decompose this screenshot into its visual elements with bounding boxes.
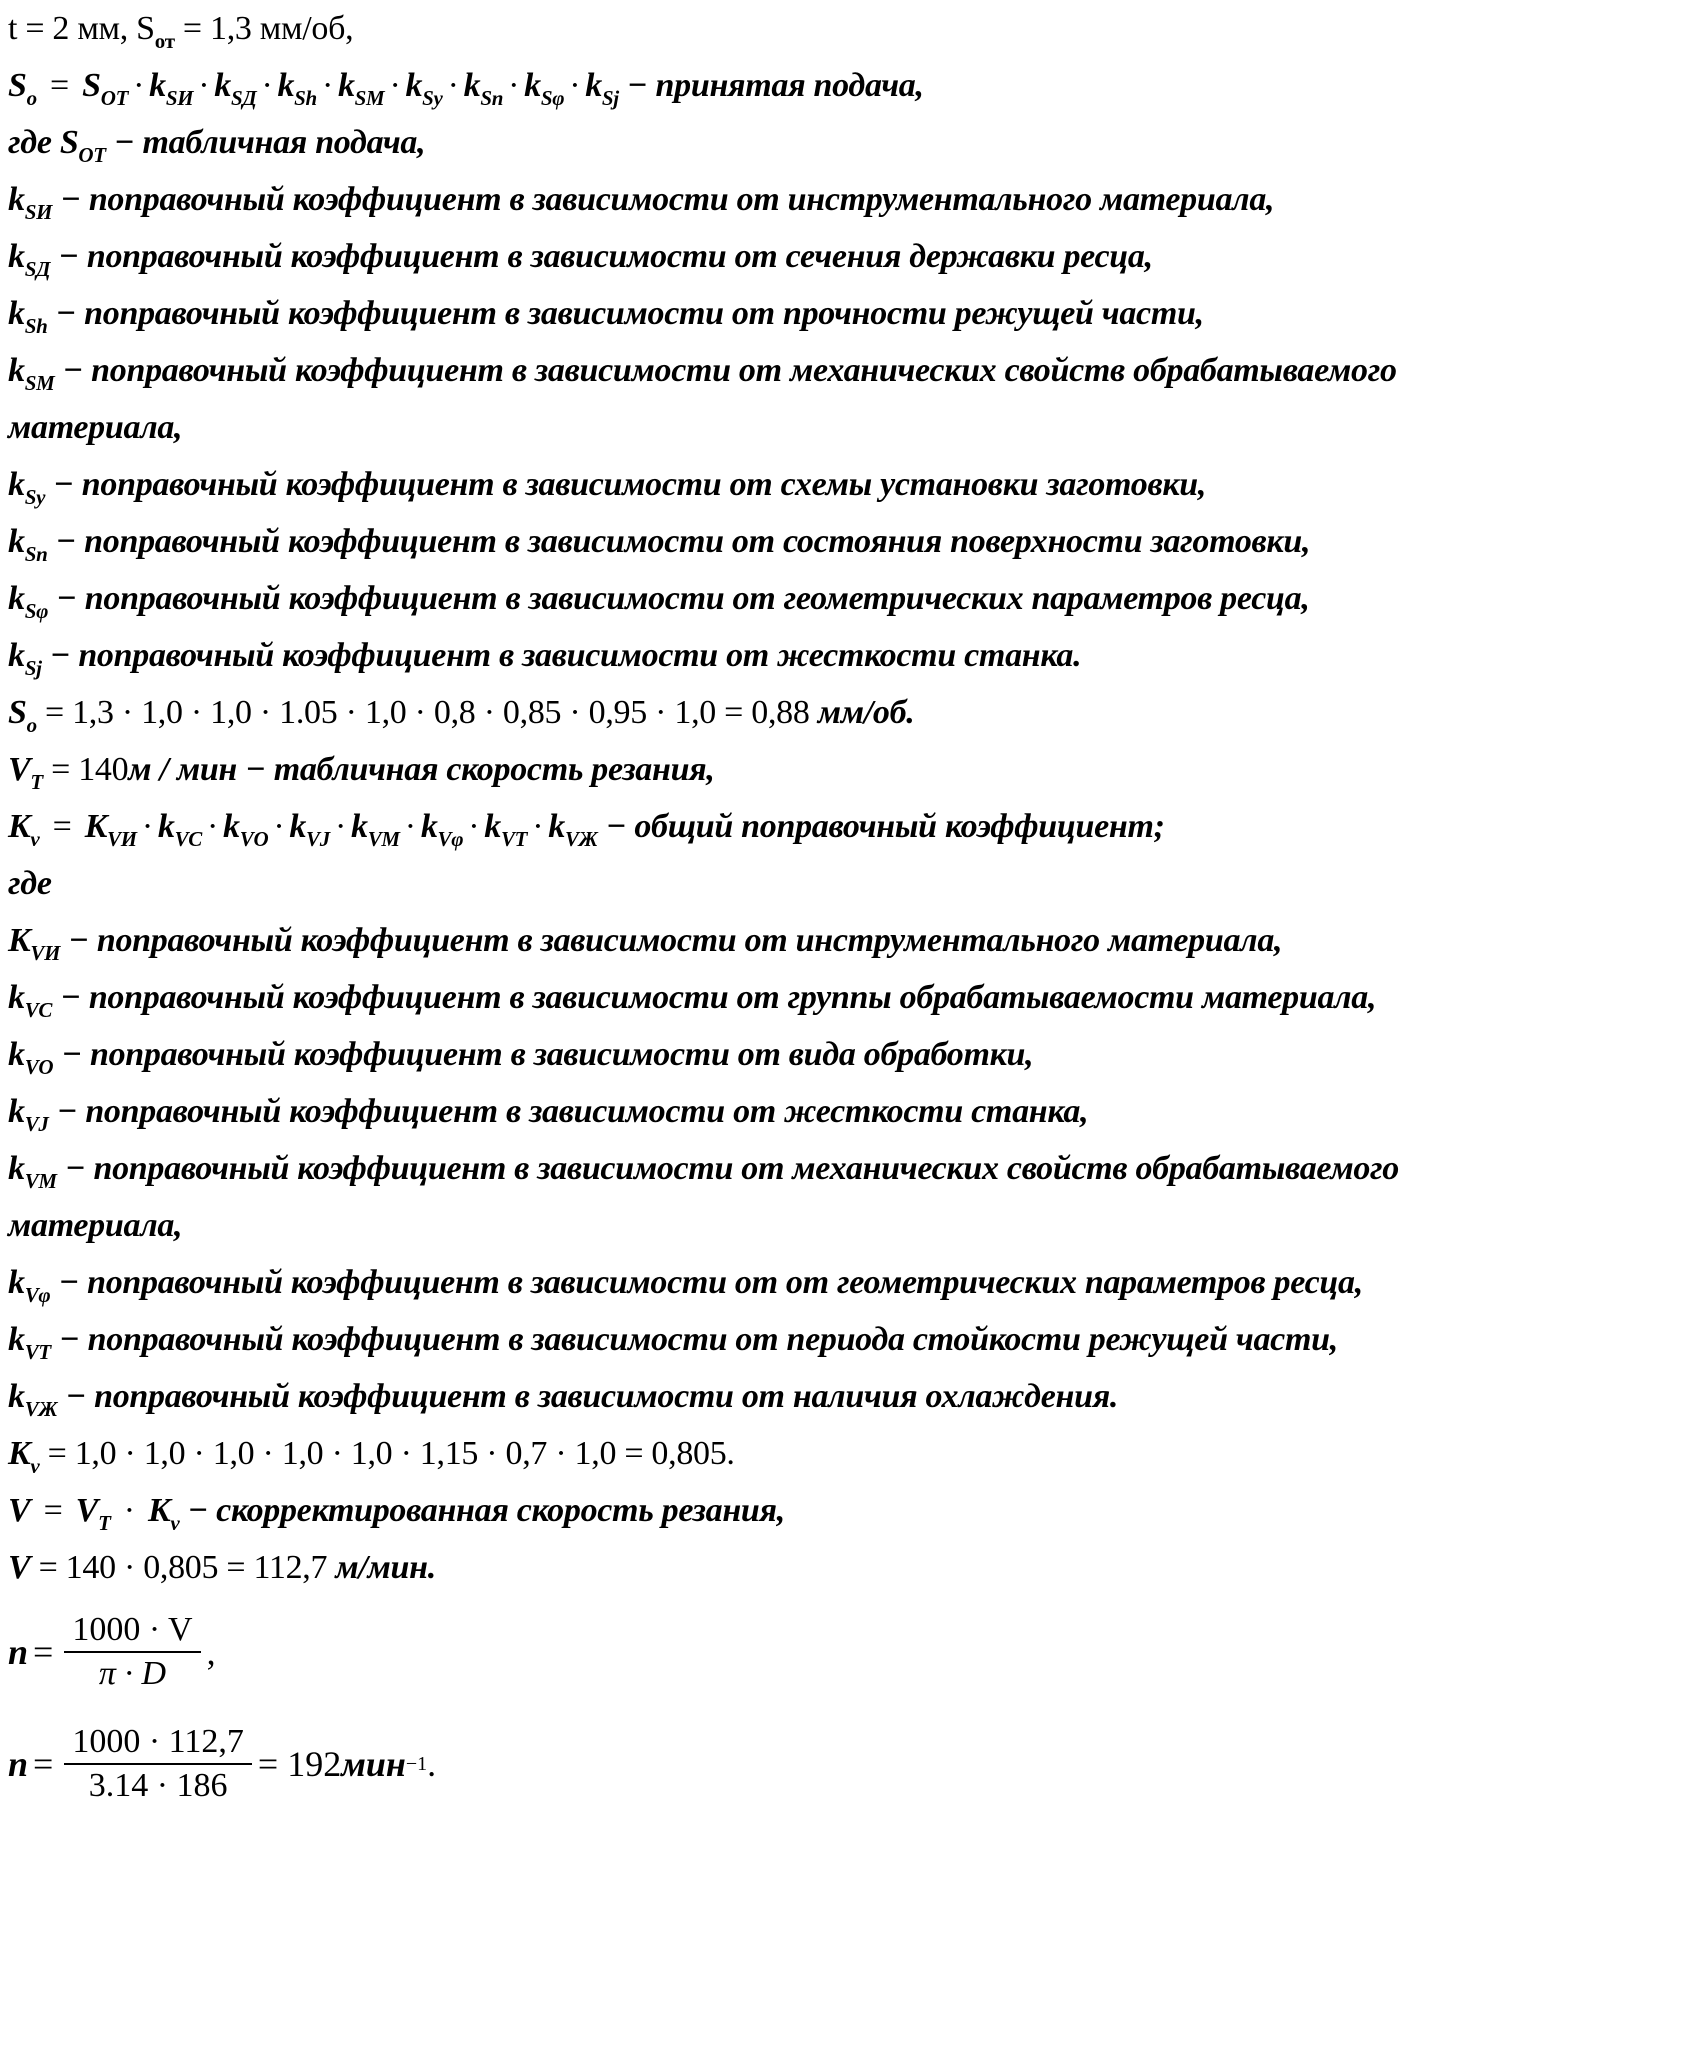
symbol: k: [8, 181, 25, 218]
denominator: π · D: [98, 1655, 167, 1692]
symbol: k: [548, 808, 565, 845]
subscript: VJ: [306, 827, 330, 851]
description: − поправочный коэффициент в зависимости от вида обработки,: [53, 1036, 1034, 1073]
symbol: K: [84, 808, 108, 845]
definition-line: [8, 171, 1688, 228]
calc-feed: [8, 684, 1688, 741]
subscript: o: [26, 713, 37, 737]
subscript: Sy: [422, 86, 443, 110]
expression: = 1,0 · 1,0 · 1,0 · 1,0 · 1,0 · 1,15 · 0,7 · 1,0 = 0,805.: [39, 1435, 735, 1472]
continuation-line: [8, 399, 1688, 456]
line-table-speed: [8, 741, 1688, 798]
description: − поправочный коэффициент в зависимости от инструментального материала,: [60, 922, 1283, 959]
subscript: VИ: [30, 941, 61, 965]
description: − поправочный коэффициент в зависимости от прочности режущей части,: [47, 295, 1204, 332]
symbol: k: [8, 1321, 25, 1358]
expression: = 140: [42, 751, 129, 788]
subscript: v: [30, 1454, 40, 1478]
symbol: k: [337, 67, 355, 104]
subscript: VM: [24, 1169, 57, 1193]
description: − поправочный коэффициент в зависимости от механических свойств обрабатываемого: [54, 352, 1397, 389]
definition-line: [8, 1254, 1688, 1311]
subscript: Vφ: [437, 827, 464, 851]
symbol: k: [8, 238, 25, 275]
line-depth-feed: [8, 0, 1688, 57]
symbol: k: [484, 808, 501, 845]
subscript: VT: [500, 827, 528, 851]
subscript: VC: [24, 998, 53, 1022]
subscript: v: [170, 1511, 180, 1535]
subscript: Sy: [24, 485, 46, 509]
document-page: [8, 0, 1688, 1820]
subscript: Vφ: [24, 1283, 51, 1307]
text: материала,: [8, 409, 183, 446]
symbol: S: [8, 67, 27, 104]
equals: =: [33, 1632, 54, 1672]
expression: = 1,3 · 1,0 · 1,0 · 1.05 · 1,0 · 0,8 · 0,85 · 0,95 · 1,0 = 0,88: [36, 694, 818, 731]
subscript: VM: [367, 827, 400, 851]
definition-line: [8, 342, 1688, 399]
symbol: V: [8, 751, 31, 788]
symbol: k: [214, 67, 231, 104]
formula-corrected-speed: [8, 1482, 1688, 1539]
line-table-feed: [8, 114, 1688, 171]
subscript: SД: [24, 257, 51, 281]
equals: =: [41, 67, 78, 104]
description: − общий поправочный коэффициент;: [597, 808, 1165, 845]
symbol: n: [8, 1744, 29, 1784]
definition-line: [8, 627, 1688, 684]
symbol: V: [8, 1549, 31, 1586]
subscript: Sn: [480, 86, 504, 110]
symbol: k: [8, 1264, 25, 1301]
equals: =: [44, 808, 80, 845]
symbol: n: [8, 1632, 29, 1672]
definition-line: [8, 1026, 1688, 1083]
subscript: VЖ: [564, 827, 598, 851]
description: − скорректированная скорость резания,: [179, 1492, 785, 1529]
description: − поправочный коэффициент в зависимости от схемы установки заготовки,: [45, 466, 1207, 503]
definition-line: [8, 456, 1688, 513]
symbol: k: [277, 67, 295, 104]
symbol: S: [8, 694, 27, 731]
subscript: Sj: [601, 86, 619, 110]
definition-line: [8, 969, 1688, 1026]
superscript: −1: [405, 1752, 428, 1775]
fraction: [64, 1723, 252, 1805]
subscript: SИ: [165, 86, 194, 110]
calc-speed-coefficient: [8, 1425, 1688, 1482]
symbol: k: [8, 1150, 25, 1187]
subscript: SM: [24, 371, 55, 395]
symbol: K: [8, 808, 31, 845]
definition-line: [8, 228, 1688, 285]
symbol: k: [157, 808, 175, 845]
description: − поправочный коэффициент в зависимости от периода стойкости режущей части,: [50, 1321, 1338, 1358]
equals: =: [33, 1744, 54, 1784]
subscript: T: [30, 770, 43, 794]
description: − поправочный коэффициент в зависимости от жесткости станка,: [48, 1093, 1089, 1130]
continuation-line: [8, 1197, 1688, 1254]
unit: мин: [341, 1744, 406, 1784]
description: − поправочный коэффициент в зависимости от инструментального материала,: [52, 181, 1275, 218]
symbol: k: [351, 808, 368, 845]
description: − поправочный коэффициент в зависимости от состояния поверхности заготовки,: [47, 523, 1311, 560]
subscript: ОТ: [100, 86, 129, 110]
definition-line: [8, 912, 1688, 969]
numerator: 1000 · 112,7: [64, 1723, 252, 1765]
definition-line: [8, 513, 1688, 570]
subscript: от: [154, 29, 175, 53]
symbol: k: [149, 67, 166, 104]
subscript: VИ: [107, 827, 137, 851]
text: материала,: [8, 1207, 183, 1244]
definition-line: [8, 1140, 1688, 1197]
fraction: [64, 1611, 200, 1693]
symbol: k: [405, 67, 423, 104]
description: − табличная подача,: [105, 124, 426, 161]
symbol: k: [8, 637, 25, 674]
symbol: k: [8, 979, 25, 1016]
symbol: k: [585, 67, 602, 104]
unit: мм/об.: [817, 694, 915, 731]
subscript: VJ: [24, 1112, 49, 1136]
text: где: [8, 865, 52, 902]
symbol: k: [8, 580, 25, 617]
symbol: k: [8, 466, 25, 503]
symbol: k: [8, 352, 25, 389]
subscript: VЖ: [24, 1397, 58, 1421]
definition-line: [8, 285, 1688, 342]
continuation-line: [8, 855, 1688, 912]
unit: м/мин.: [335, 1549, 436, 1586]
description: − поправочный коэффициент в зависимости от механических свойств обрабатываемого: [56, 1150, 1399, 1187]
subscript: VT: [24, 1340, 51, 1364]
symbol: k: [8, 1093, 25, 1130]
punctuation: .: [427, 1744, 437, 1784]
symbol: V: [8, 1492, 31, 1529]
denominator: 3.14 · 186: [88, 1767, 228, 1804]
description: − поправочный коэффициент в зависимости от от геометрических параметров ресца,: [50, 1264, 1363, 1301]
calc-rpm: [8, 1708, 1688, 1820]
subscript: Sφ: [540, 86, 565, 110]
punctuation: ,: [206, 1632, 216, 1672]
dot: ·: [115, 1492, 144, 1529]
subscript: Sφ: [24, 599, 49, 623]
subscript: Sj: [24, 656, 42, 680]
description: − поправочный коэффициент в зависимости от наличия охлаждения.: [57, 1378, 1119, 1415]
description: м / мин − табличная скорость резания,: [128, 751, 715, 788]
symbol: K: [148, 1492, 171, 1529]
symbol: k: [289, 808, 307, 845]
description: − принятая подача,: [618, 67, 924, 104]
symbol: k: [8, 295, 25, 332]
symbol: V: [75, 1492, 99, 1529]
formula-speed-coefficient: $K_v = K_{VИ} \cdot k_{VC} \cdot k_{VO} \cdot k_{VJ} \cdot k_{VM} \cdot k_{V\varphi} \cdot k_{VT} \cdot k_{VЖ}$ − общий поправочный коэффициент;: [8, 808, 1165, 851]
symbol: K: [8, 1435, 31, 1472]
definition-line: [8, 1311, 1688, 1368]
formula-rpm: [8, 1596, 1688, 1708]
result: = 192: [257, 1744, 342, 1784]
equals: =: [35, 1492, 71, 1529]
subscript: VO: [239, 827, 269, 851]
subscript: Sh: [24, 314, 48, 338]
subscript: ОТ: [78, 143, 106, 167]
subscript: v: [30, 827, 40, 851]
symbol: S: [59, 124, 79, 161]
subscript: SИ: [24, 200, 53, 224]
definition-line: [8, 1083, 1688, 1140]
description: − поправочный коэффициент в зависимости от геометрических параметров ресца,: [48, 580, 1310, 617]
subscript: Sh: [294, 86, 317, 110]
description: − поправочный коэффициент в зависимости от жесткости станка.: [41, 637, 1082, 674]
subscript: T: [98, 1511, 111, 1535]
symbol: k: [8, 1378, 25, 1415]
definition-line: [8, 570, 1688, 627]
formula-feed: $S_o = S_{ОТ} \cdot k_{SИ} \cdot k_{SД} \cdot k_{Sh} \cdot k_{SM} \cdot k_{Sy} \cdot k_{Sn} \cdot k_{S\varphi} \cdot k_{Sj}$ − принятая подача,: [8, 67, 924, 110]
symbol: K: [8, 922, 31, 959]
subscript: o: [26, 86, 37, 110]
subscript: Sn: [24, 542, 48, 566]
definition-line: [8, 1368, 1688, 1425]
text: t = 2 мм, S: [8, 10, 155, 47]
text: где: [8, 124, 60, 161]
subscript: VO: [24, 1055, 54, 1079]
symbol: k: [8, 1036, 25, 1073]
subscript: SД: [231, 86, 257, 110]
subscript: SM: [354, 86, 385, 110]
symbol: S: [82, 67, 101, 104]
symbol: k: [463, 67, 481, 104]
description: − поправочный коэффициент в зависимости от группы обрабатываемости материала,: [52, 979, 1377, 1016]
expression: = 140 · 0,805 = 112,7: [30, 1549, 336, 1586]
symbol: k: [524, 67, 541, 104]
symbol: k: [420, 808, 438, 845]
calc-corrected-speed: [8, 1539, 1688, 1596]
symbol: k: [223, 808, 240, 845]
symbol: k: [8, 523, 25, 560]
subscript: VC: [174, 827, 202, 851]
text: = 1,3 мм/об,: [174, 10, 354, 47]
description: − поправочный коэффициент в зависимости от сечения державки ресца,: [50, 238, 1153, 275]
numerator: 1000 · V: [64, 1611, 200, 1653]
